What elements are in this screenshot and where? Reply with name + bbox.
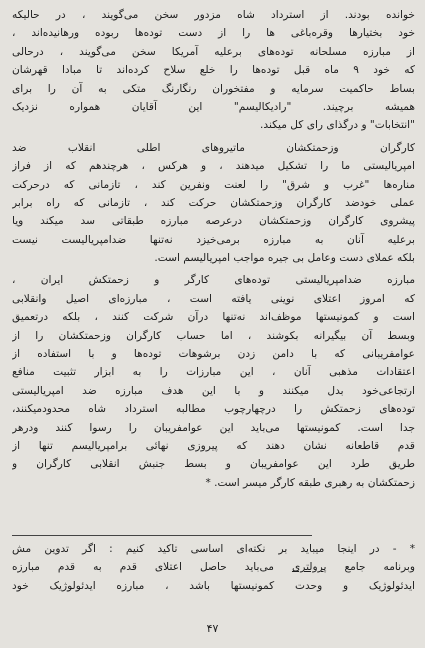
main-text [12, 6, 415, 492]
text-line: بساط حاکمیت سرمایه و مفتخوران رنگارنگ متکی به آن را برای [12, 82, 415, 95]
text-line: خود بختیارها وقره‌باغی ها را از دست توده‌ها ربوده ورهانیده‌اند ، [12, 27, 415, 40]
text-line: از مبارزه مسلحانه توده‌های برعلیه آمریکا سخن می‌گویند ، درحالی [12, 45, 415, 58]
text-line: عوامفریبانی که با دامن زدن برشوهات توده‌ها و با استفاده از [12, 348, 415, 361]
footnote [12, 540, 415, 595]
paragraph-1 [12, 6, 415, 135]
text-line: وبسط آن بیگیرانه بکوشند ، اما حساب کارگران وزحمتکشان را از [12, 329, 415, 342]
footnote-line: ایدئولوژیک و وحدت کمونیستها باشد ، مبارزه ایدئولوژیک خود [12, 579, 415, 592]
underlined-word: پرولتری [291, 561, 327, 574]
text-line: جدا است. کمونیستها می‌باید این عوامفریبان را رسوا کنند ودرهر [12, 421, 415, 434]
footnote-divider [12, 535, 312, 536]
paragraph-2 [12, 139, 415, 268]
text-line: امپریالیستی ما را تشکیل میدهند ، و هرکس ، هرچندهم که از فراز [12, 160, 415, 173]
text-line: برعلیه آنان به مبارزه برمی‌خیزد نه‌تنها ضدامپریالیست نیست [12, 233, 415, 246]
text-line: عملی خودضد کارگران وزحمتکشان حرکت کند ، تازمانی که راه برابر [12, 196, 415, 209]
text-line: طریق طرد این عوامفریبان و بسط جنبش انقلابی کارگران و [12, 458, 415, 471]
text-line: همیشه برچیند. "رادیکالیسم" این آقایان همواره نزدیک [12, 100, 415, 113]
text-line: "انتخابات" و درگذای رای کل میکند. [260, 119, 415, 132]
text-line: است و کمونیستها موظف‌اند نه‌تنها درآن شرکت کنند ، بلکه درتعمیق [12, 311, 415, 324]
text-line: که امروز اعتلای نوینی یافته است ، مبارزه‌ای اصیل وانقلابی [12, 292, 415, 305]
text-line: توده‌های زحمتکش را درچهارچوب مطالبه استرداد شاه محدودمیکنند، [12, 403, 415, 416]
text-line: قدم قاطعانه نشان دهند که پیروزی نهائی برامپریالیسم تنها از [12, 439, 415, 452]
page-number: ۴۷ [206, 622, 219, 635]
text-line: مناره‌ها "غرب و شرق" را لعنت ونفرین کند ، تازمانی که درحرکت [12, 178, 415, 191]
text-line: خوانده بودند. از استرداد شاه مزدور سخن می‌گویند ، در حالیکه [12, 9, 415, 21]
text-line: ارتجاعی‌خود بدل میکنند و با این هدف مبارزه ضد امپریالیستی [12, 384, 415, 397]
text-line: زحمتکشان به رهبری طبقه کارگر میسر است. * [205, 476, 415, 489]
paragraph-3 [12, 271, 415, 492]
text-line: بلکه عملای دست وعامل بی جیره مواجب امپریالیسم است. [154, 252, 415, 265]
text-line: پیشروی کارگران وزحمتکشان درعرصه مبارزه طبقاتی سد میکند ویا [12, 215, 415, 228]
text-line: کارگران وزحمتکشان ماتیروهای اطلی انقلاب ضد [12, 141, 415, 154]
text-line: اعتقادات مذهبی آنان ، این مبارزات را به ابزار تثبیت منافع [12, 366, 415, 379]
footnote-line: * - در اینجا میباید بر نکته‌ای اساسی تاکید کنیم : اگر تدوین مش [12, 543, 415, 555]
footnote-line: وبرنامه جامع پرولتری می‌باید حاصل اعتلای قدم به قدم مبارزه [12, 561, 415, 574]
text-line: مبارزه ضدامپریالیستی توده‌های کارگر و زحمتکش ایران ، [12, 274, 415, 287]
text-line: که خود ۹ ماه قبل توده‌ها را خلع سلاح کرده‌اند تا مبادا قهرشان [12, 64, 415, 77]
